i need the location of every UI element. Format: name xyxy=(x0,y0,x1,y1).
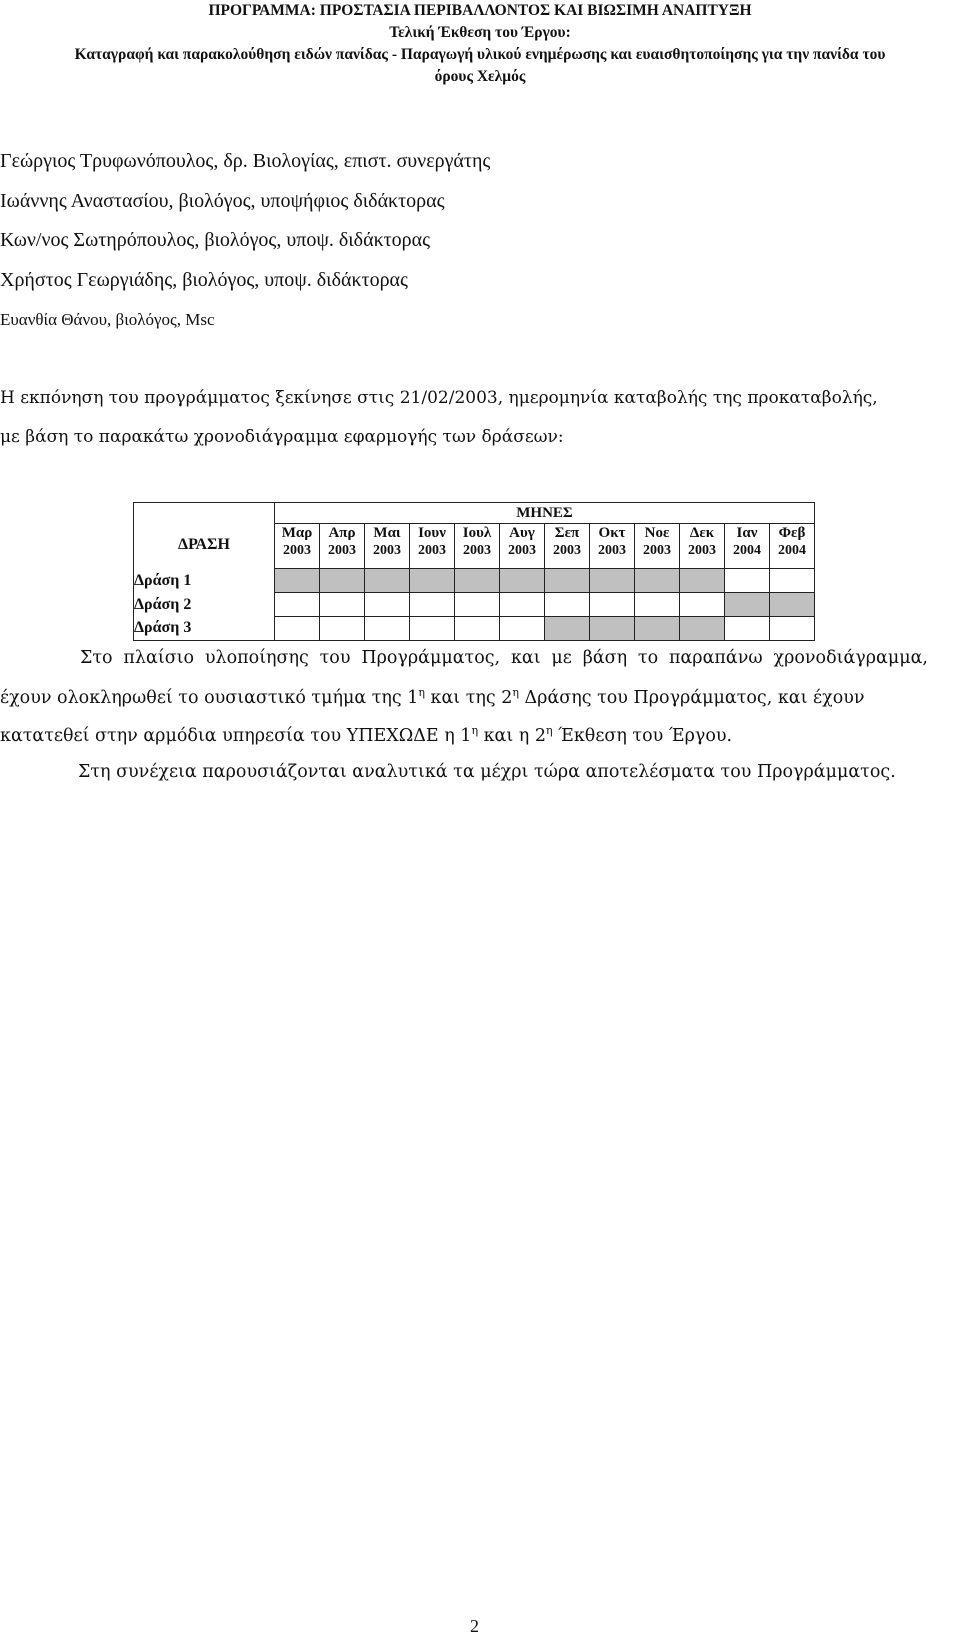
action-row-label: Δράση 2 xyxy=(134,593,275,617)
month-header-cell xyxy=(770,524,815,569)
action-row-label: Δράση 3 xyxy=(134,617,275,641)
schedule-cell-empty xyxy=(365,617,410,641)
month-label: Δεκ xyxy=(689,525,715,541)
schedule-cell-empty xyxy=(455,593,500,617)
schedule-cell-active xyxy=(365,569,410,593)
schedule-cell-empty xyxy=(275,617,320,641)
schedule-cell-active xyxy=(455,569,500,593)
month-year: 2003 xyxy=(463,543,491,558)
schedule-cell-active xyxy=(680,617,725,641)
month-header-cell xyxy=(365,524,410,569)
schedule-cell-active xyxy=(770,593,815,617)
schedule-cell-active xyxy=(635,617,680,641)
schedule-cell-empty xyxy=(275,593,320,617)
header-project-title-cont: όρους Χελμός xyxy=(434,68,526,85)
month-year: 2003 xyxy=(643,543,671,558)
team-member: Κων/νος Σωτηρόπουλος, βιολόγος, υποψ. διδάκτορας xyxy=(0,229,431,251)
page-number: 2 xyxy=(470,1616,479,1636)
month-year: 2003 xyxy=(373,543,401,558)
months-header: ΜΗΝΕΣ xyxy=(275,503,815,524)
body-paragraph: Στη συνέχεια παρουσιάζονται αναλυτικά τα μέχρι τώρα αποτελέσματα του Προγράμματος. xyxy=(78,762,896,782)
schedule-cell-empty xyxy=(635,593,680,617)
body-paragraph-line: Στο πλαίσιο υλοποίησης του Προγράμματος, και με βάση το παραπάνω χρονοδιάγραμμα, xyxy=(80,648,928,668)
month-label: Απρ xyxy=(328,525,356,541)
schedule-cell-empty xyxy=(725,569,770,593)
schedule-cell-active xyxy=(590,617,635,641)
month-header-cell xyxy=(410,524,455,569)
month-label: Αυγ xyxy=(509,525,535,541)
month-label: Σεπ xyxy=(554,525,580,541)
schedule-cell-empty xyxy=(320,593,365,617)
month-header-cell xyxy=(275,524,320,569)
month-label: Οκτ xyxy=(598,525,626,541)
month-year: 2003 xyxy=(688,543,716,558)
schedule-cell-empty xyxy=(410,617,455,641)
body-paragraph-line: έχουν ολοκληρωθεί το ουσιαστικό τμήμα της $1^\eta$ και της $2^\eta$ Δράσης του Προγράμματος, και έχουν xyxy=(0,686,865,708)
team-member: Χρήστος Γεωργιάδης, βιολόγος, υποψ. διδάκτορας xyxy=(0,269,408,291)
header-program-title: ΠΡΟΓΡΑΜΜΑ: ΠΡΟΣΤΑΣΙΑ ΠΕΡΙΒΑΛΛΟΝΤΟΣ ΚΑΙ ΒΙΩΣΙΜΗ ΑΝΑΠΤΥΞΗ xyxy=(208,2,752,19)
schedule-cell-empty xyxy=(500,617,545,641)
month-header-cell xyxy=(500,524,545,569)
action-row-label: Δράση 1 xyxy=(134,569,275,593)
month-year: 2003 xyxy=(328,543,356,558)
schedule-table xyxy=(133,502,815,641)
schedule-cell-empty xyxy=(455,617,500,641)
month-header-cell xyxy=(635,524,680,569)
schedule-cell-active xyxy=(545,569,590,593)
month-year: 2004 xyxy=(733,543,761,558)
month-header-cell xyxy=(680,524,725,569)
month-year: 2003 xyxy=(418,543,446,558)
month-label: Νοε xyxy=(644,525,670,541)
month-label: Ιαν xyxy=(736,525,758,541)
month-header-cell xyxy=(320,524,365,569)
team-member: Ιωάννης Αναστασίου, βιολόγος, υποψήφιος διδάκτορας xyxy=(0,190,445,212)
month-label: Φεβ xyxy=(778,525,806,541)
schedule-cell-empty xyxy=(725,617,770,641)
month-label: Μαρ xyxy=(281,525,313,541)
month-header-cell xyxy=(455,524,500,569)
action-column-header: ΔΡΑΣΗ xyxy=(134,503,275,569)
schedule-cell-active xyxy=(275,569,320,593)
schedule-cell-active xyxy=(725,593,770,617)
month-header-cell xyxy=(725,524,770,569)
body-paragraph-line: κατατεθεί στην αρμόδια υπηρεσία του ΥΠΕΧΩΔΕ η $1^\eta$ και η $2^\eta$ Έκθεση του Έργου. xyxy=(0,724,733,746)
month-header-cell xyxy=(545,524,590,569)
month-year: 2003 xyxy=(508,543,536,558)
month-label: Μαι xyxy=(373,525,401,541)
schedule-cell-empty xyxy=(770,617,815,641)
month-label: Ιουν xyxy=(418,525,446,541)
schedule-cell-empty xyxy=(545,593,590,617)
schedule-cell-active xyxy=(680,569,725,593)
month-year: 2003 xyxy=(553,543,581,558)
intro-text: Η εκπόνηση του προγράμματος ξεκίνησε στις 21/02/2003, ημερομηνία καταβολής της προκαταβολής, xyxy=(0,388,878,408)
schedule-cell-empty xyxy=(500,593,545,617)
header-report-title: Τελική Έκθεση του Έργου: xyxy=(389,24,571,41)
schedule-cell-active xyxy=(410,569,455,593)
header-project-title: Καταγραφή και παρακολούθηση ειδών πανίδας - Παραγωγή υλικού ενημέρωσης και ευαισθητοποίησης για την πανίδα του xyxy=(74,46,886,63)
month-year: 2004 xyxy=(778,543,806,558)
schedule-cell-active xyxy=(635,569,680,593)
month-year: 2003 xyxy=(283,543,311,558)
schedule-cell-active xyxy=(320,569,365,593)
schedule-cell-empty xyxy=(320,617,365,641)
schedule-cell-active xyxy=(590,569,635,593)
month-header-cell xyxy=(590,524,635,569)
schedule-cell-empty xyxy=(680,593,725,617)
schedule-cell-active xyxy=(500,569,545,593)
schedule-cell-empty xyxy=(590,593,635,617)
schedule-cell-empty xyxy=(410,593,455,617)
month-label: Ιουλ xyxy=(462,525,492,541)
team-member: Γεώργιος Τρυφωνόπουλος, δρ. Βιολογίας, επιστ. συνεργάτης xyxy=(0,150,491,172)
month-year: 2003 xyxy=(598,543,626,558)
schedule-cell-active xyxy=(545,617,590,641)
schedule-cell-empty xyxy=(770,569,815,593)
schedule-cell-empty xyxy=(365,593,410,617)
team-member: Ευανθία Θάνου, βιολόγος, Msc xyxy=(0,310,215,329)
intro-text: με βάση το παρακάτω χρονοδιάγραμμα εφαρμογής των δράσεων: xyxy=(0,427,564,447)
